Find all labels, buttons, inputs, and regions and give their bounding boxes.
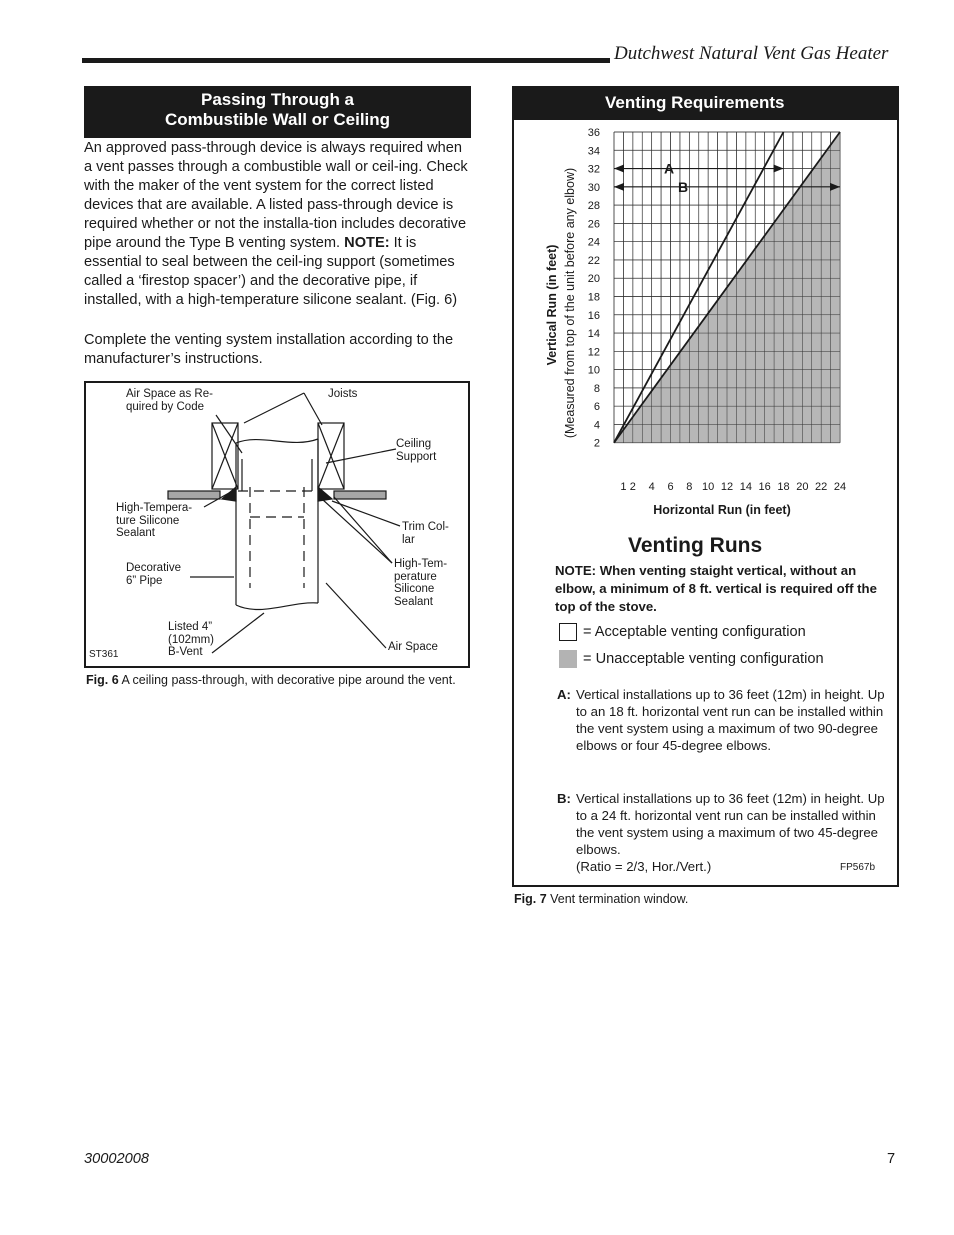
x-tick-label: 10	[702, 481, 715, 493]
y-tick-label: 2	[593, 437, 600, 450]
label-hts-right: High-Tem- perature Silicone Sealant	[394, 558, 448, 608]
label-decorative-pipe: Decorative 6” Pipe	[126, 562, 181, 587]
legend-unacceptable-text: = Unacceptable venting configuration	[583, 651, 824, 667]
header-title: Dutchwest Natural Vent Gas Heater	[614, 43, 889, 64]
label-hts-left: High-Tempera- ture Silicone Sealant	[116, 502, 193, 539]
section-heading-venting: Venting Requirements	[512, 86, 899, 120]
arrowhead-left-b	[614, 183, 624, 191]
fig7-caption-label: Fig. 7	[514, 892, 547, 906]
definition-b-label: B:	[557, 791, 571, 806]
legend-swatch-gray	[559, 650, 577, 668]
series-label-a: A	[664, 160, 675, 177]
p1-note-text: It is essential to seal between the ceil-ing support (sometimes called a ‘firestop spacer’) and the decorative pipe, if installed, with a high-temperature silicone sealant. (Fig. 6)	[84, 235, 458, 308]
y-tick-label: 36	[587, 127, 600, 139]
series-label-b: B	[678, 178, 689, 195]
venting-requirements-box	[512, 120, 899, 887]
definition-b-ratio: (Ratio = 2/3, Hor./Vert.)	[576, 859, 712, 874]
chart-y-sublabel: (Measured from top of the unit before any elbow)	[563, 167, 577, 439]
x-tick-label: 24	[833, 481, 847, 493]
label-listed-vent: Listed 4” (102mm) B-Vent	[168, 621, 215, 658]
x-tick-label: 16	[758, 481, 771, 493]
ceiling-panel-right	[334, 491, 386, 499]
fig6-caption-label: Fig. 6	[86, 673, 119, 687]
label-air-space-code: Air Space as Re- quired by Code	[126, 388, 213, 413]
arrowhead-left-a	[614, 165, 624, 173]
y-tick-label: 30	[587, 181, 600, 194]
x-tick-label: 6	[667, 481, 674, 493]
x-tick-label: 18	[777, 481, 790, 493]
heading-line-2: Combustible Wall or Ceiling	[164, 110, 391, 129]
arrowhead-right-a	[774, 165, 784, 173]
pipe-bottom-edge	[236, 603, 318, 610]
y-tick-label: 16	[587, 309, 600, 322]
fig6-caption-text: A ceiling pass-through, with decorative pipe around the vent.	[118, 673, 456, 687]
section-heading-pass-through	[84, 86, 471, 138]
x-tick-label: 20	[796, 481, 809, 493]
definition-a-label: A:	[557, 687, 571, 702]
y-tick-label: 26	[587, 218, 600, 231]
chart-y-label: Vertical Run (in feet)	[545, 244, 559, 366]
x-tick-label: 8	[686, 481, 693, 493]
y-tick-label: 14	[587, 328, 600, 341]
y-tick-label: 18	[587, 291, 600, 304]
p1-note-label: NOTE:	[344, 235, 390, 251]
fig7-code: FP567b	[840, 862, 876, 873]
y-tick-label: 20	[587, 273, 600, 286]
label-air-space: Air Space	[388, 641, 438, 653]
label-trim-collar: Trim Col- lar	[402, 521, 449, 546]
pipe-top-edge	[236, 439, 318, 443]
venting-chart	[514, 120, 897, 530]
x-tick-label: 14	[739, 481, 752, 493]
legend-unacceptable	[559, 649, 824, 669]
venting-note: NOTE: When venting staight vertical, without an elbow, a minimum of 8 ft. vertical is required off the top of the stove.	[555, 563, 877, 614]
fig6-diagram	[84, 381, 470, 668]
definition-b-text: Vertical installations up to 36 feet (12m) in height. Up to a 24 ft. horizontal vent run can be installed within the vent system using a maximum of two 45-degree elbows.	[576, 791, 885, 857]
definition-b	[557, 790, 887, 875]
x-tick-label: 22	[815, 481, 828, 493]
fig7-caption-text: Vent termination window.	[546, 892, 689, 906]
definition-a	[557, 686, 887, 754]
venting-runs-title: Venting Runs	[628, 534, 763, 557]
x-tick-label: 12	[720, 481, 734, 493]
y-tick-label: 22	[587, 254, 600, 267]
definition-a-text: Vertical installations up to 36 feet (12m) in height. Up to an 18 ft. horizontal vent run can be installed within the vent system using a maximum of two 90-degree elbows or four 45-degree elbows.	[576, 687, 885, 753]
y-tick-label: 10	[587, 364, 600, 377]
x-tick-label: 4	[648, 481, 655, 493]
paragraph-complete-install: Complete the venting system installation according to the manufacturer’s instructions.	[84, 332, 454, 367]
header-rule	[82, 58, 610, 63]
legend-acceptable-text: = Acceptable venting configuration	[583, 624, 806, 640]
y-tick-label: 8	[593, 382, 600, 395]
label-ceiling-support: Ceiling Support	[396, 438, 437, 463]
paragraph-pass-through	[84, 139, 472, 310]
label-joists: Joists	[328, 388, 358, 400]
chart-y-ticks	[588, 127, 600, 450]
legend-acceptable	[559, 622, 806, 642]
p1-text: An approved pass-through device is always required when a vent passes through a combustible wall or ceil-ing. Check with the maker of the vent system for the correct listed devices that are available. A listed pass-through device is required whether or not the installa-tion includes decorative pipe around the Type B venting system.	[84, 140, 468, 251]
y-tick-label: 4	[593, 419, 600, 432]
footer-doc-number: 30002008	[84, 1151, 149, 1167]
y-tick-label: 6	[593, 401, 600, 414]
legend-swatch-white	[559, 623, 577, 641]
y-tick-label: 34	[587, 145, 600, 158]
footer-page-number: 7	[887, 1151, 896, 1167]
chart-x-label: Horizontal Run (in feet)	[653, 503, 791, 517]
y-tick-label: 24	[587, 236, 600, 249]
x-tick-label: 1	[620, 481, 627, 493]
x-tick-label: 2	[629, 481, 636, 493]
y-tick-label: 32	[587, 163, 600, 176]
fig7-caption	[514, 892, 688, 906]
heading-line-1: Passing Through a	[200, 90, 355, 109]
fig6-caption	[86, 673, 474, 687]
ceiling-panel-left	[168, 491, 220, 499]
fig6-code: ST361	[89, 649, 119, 660]
y-tick-label: 28	[587, 200, 600, 213]
y-tick-label: 12	[587, 346, 600, 359]
chart-x-ticks	[620, 481, 846, 493]
